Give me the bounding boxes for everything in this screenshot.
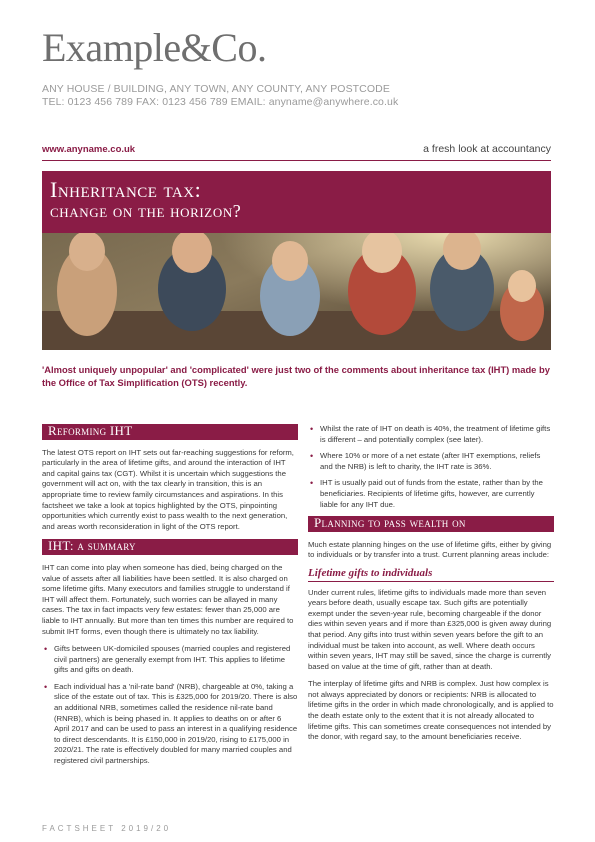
tagline: a fresh look at accountancy bbox=[423, 143, 551, 155]
reforming-text: The latest OTS report on IHT sets out far-reaching suggestions for reform, particularly in the area of lifetime gifts, and around the interaction of IHT and capital gains tax (CGT). Whilst it is uncertain which suggestions the government will act on, with the tax clearly in transition, this is an appropriate time to review family circumstances and aspirations. In this factsheet we take a look at topics highlighted by the OTS, pinpointing opportunities which currently exist to pass wealth to the next generation, and areas worth reconsideration in light of the OTS report. bbox=[42, 447, 294, 531]
company-logo: Example&Co. bbox=[42, 25, 267, 70]
lifetime-gifts-para-1: Under current rules, lifetime gifts to individuals made more than seven years before death, usually escape tax. Such gifts are potentially exempt under the seven-year rule, becoming chargeable if the donor dies within seven years and if more than £325,000 is given away during that period. Any gifts into trust within seven years before the gift to an individual must be taken into account, as well. Where death occurs within seven years, IHT may still be saved, since the charge is currently based on value at the time of gift, rather than at death. bbox=[308, 587, 552, 671]
section-heading-reforming: Reforming IHT bbox=[42, 424, 298, 440]
subheading-lifetime-gifts: Lifetime gifts to individuals bbox=[308, 568, 554, 582]
header-divider bbox=[42, 160, 551, 161]
list-item: • Gifts between UK-domiciled spouses (married couples and registered civil partners) are generally exempt from IHT. This applies to lifetime gifts and gifts on death. bbox=[42, 644, 298, 676]
list-item: • Where 10% or more of a net estate (after IHT exemptions, reliefs and the NRB) is left to charity, the IHT rate is 36%. bbox=[308, 451, 554, 472]
list-item: • IHT is usually paid out of funds from the estate, rather than by the beneficiaries. Recipients of lifetime gifts, however, are currently liable for any IHT due. bbox=[308, 478, 554, 510]
right-column bbox=[308, 424, 554, 750]
summary-bullets-continued bbox=[308, 424, 554, 510]
list-item: • Each individual has a 'nil-rate band' (NRB), chargeable at 0%, taking a slice of the estate out of tax. This is £325,000 for 2019/20. There is also an additional NRB, sometimes called the residence nil-rate band (RNRB), which is being phased in. It applies to deaths on or after 6 April 2017 and can be used to pass an interest in a qualifying residence to direct descendants. It is £150,000 in 2019/20, rising to £175,000 in 2020/21. The rate is effectively doubled for many married couples and registered civil partnerships. bbox=[42, 682, 298, 767]
page-title: Inheritance tax: bbox=[50, 177, 202, 202]
section-heading-summary: IHT: a summary bbox=[42, 539, 298, 555]
footer-label: FACTSHEET 2019/20 bbox=[42, 824, 172, 833]
left-column bbox=[42, 424, 298, 773]
page-subtitle: change on the horizon? bbox=[50, 201, 242, 221]
lifetime-gifts-para-2: The interplay of lifetime gifts and NRB is complex. Just how complex is not always appreciated by donors or recipients: NRB is allocated to lifetime gifts in the order in which made chronologically, and is applied to the death estate only to the extent that it is not already allocated to lifetime gifts. This can sometimes create consequences not intended by the donor, with regard say, to the amount beneficiaries receive. bbox=[308, 679, 554, 742]
intro-text: 'Almost uniquely unpopular' and 'complicated' were just two of the comments about inheritance tax (IHT) made by the Office of Tax Simplification (OTS) recently. bbox=[42, 364, 550, 388]
website-link[interactable]: www.anyname.co.uk bbox=[42, 144, 136, 155]
summary-bullets bbox=[42, 644, 298, 767]
list-item: • Whilst the rate of IHT on death is 40%, the treatment of lifetime gifts is different – and potentially complex (see later). bbox=[308, 424, 554, 445]
summary-text: IHT can come into play when someone has died, being charged on the value of assets after all liabilities have been settled. It is also charged on some lifetime gifts. Many executors and families struggle to understand if IHT will affect them. Fortunately, such worries can be allayed in many cases. The tax in fact impacts very few estates: fewer than 25,000 are liable to IHT annually. But more than ten times this number are required to submit IHT forms, even though there is ultimately no tax liability. bbox=[42, 562, 294, 636]
planning-text: Much estate planning hinges on the use of lifetime gifts, either by giving to individuals or by transfer into a trust. Current planning areas include: bbox=[308, 539, 552, 560]
contact-line: TEL: 0123 456 789 FAX: 0123 456 789 EMAIL: anyname@anywhere.co.uk bbox=[42, 96, 399, 108]
section-heading-planning: Planning to pass wealth on bbox=[308, 516, 554, 532]
address-line: ANY HOUSE / BUILDING, ANY TOWN, ANY COUNTY, ANY POSTCODE bbox=[42, 83, 390, 95]
